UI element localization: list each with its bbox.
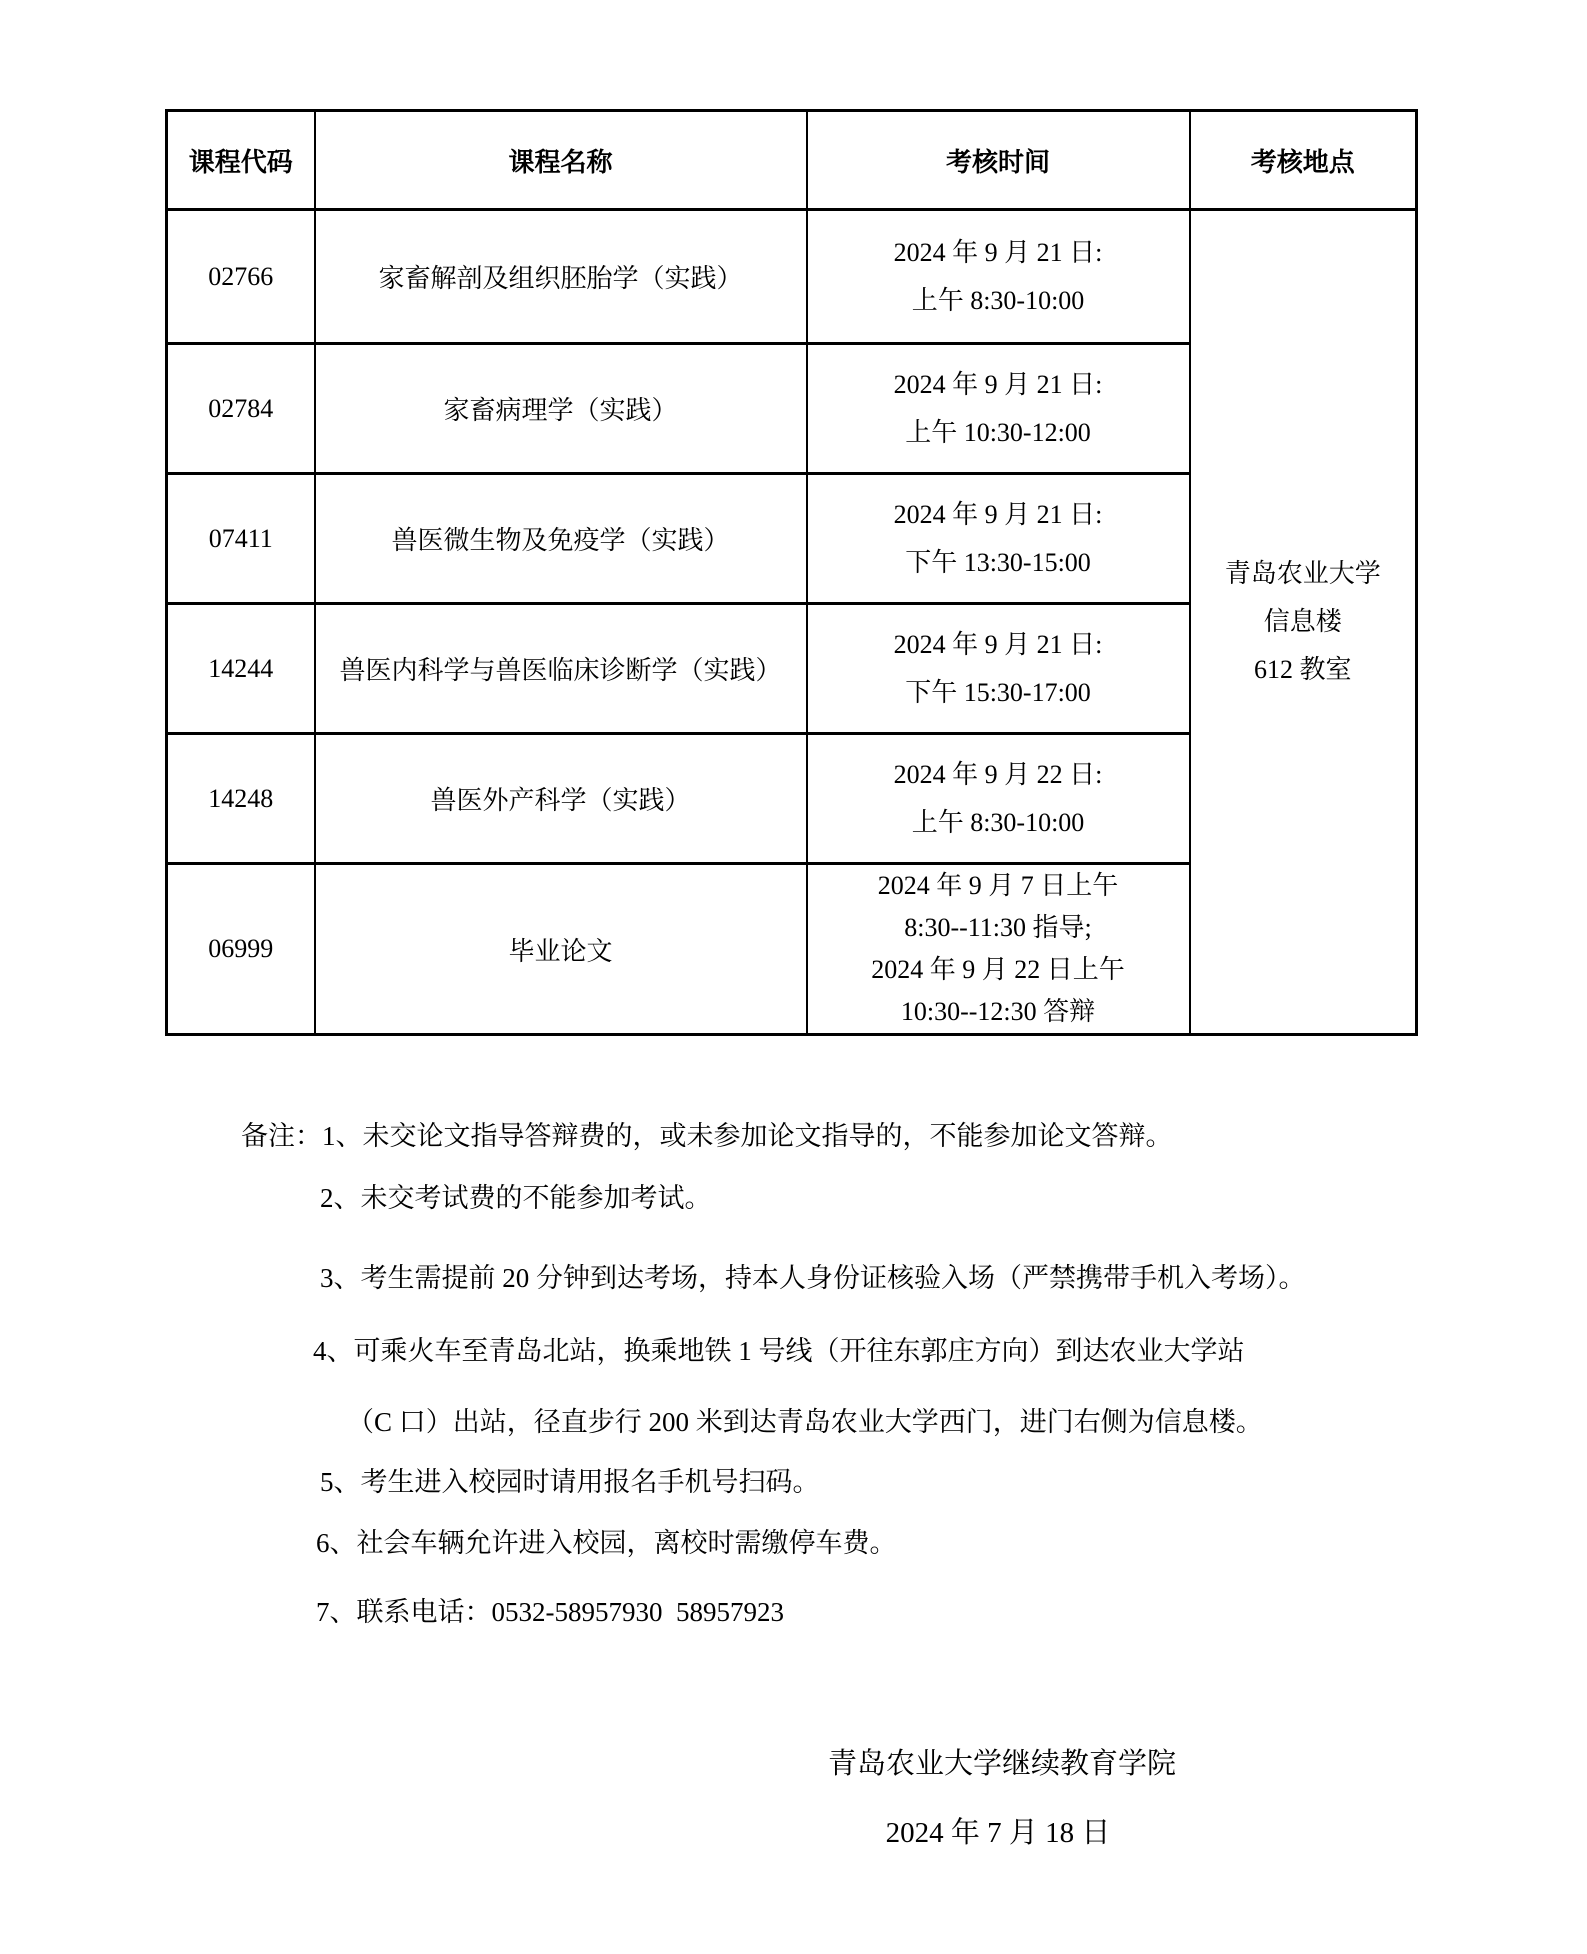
exam-time-line: 下午 15:30-17:00 <box>905 677 1091 707</box>
col-header-exam-location: 考核地点 <box>1190 111 1417 210</box>
course-name: 毕业论文 <box>315 864 807 1035</box>
exam-location-cell <box>1190 210 1417 1035</box>
table-row <box>167 210 1417 344</box>
exam-time-line: 上午 8:30-10:00 <box>911 285 1085 315</box>
note-line-1 <box>241 1119 1173 1153</box>
exam-time-line: 2024 年 9 月 22 日: <box>893 759 1103 789</box>
exam-time-line: 2024 年 9 月 22 日上午 <box>871 955 1125 984</box>
course-name: 家畜病理学（实践） <box>315 344 807 474</box>
course-name: 兽医内科学与兽医临床诊断学（实践） <box>315 604 807 734</box>
col-header-course-code: 课程代码 <box>167 111 315 210</box>
footer-organization: 青岛农业大学继续教育学院 <box>827 1748 1177 1780</box>
note-line-7: 7、联系电话：0532-58957930 58957923 <box>316 1597 784 1627</box>
exam-time-cell <box>807 604 1190 734</box>
course-code: 06999 <box>167 864 315 1035</box>
note-line-4: 4、可乘火车至青岛北站，换乘地铁 1 号线（开往东郭庄方向）到达农业大学站 <box>313 1336 1245 1366</box>
exam-time-cell <box>807 344 1190 474</box>
exam-time-cell <box>807 734 1190 864</box>
exam-time-cell <box>807 864 1190 1035</box>
note-line-4b: （C 口）出站，径直步行 200 米到达青岛农业大学西门，进门右侧为信息楼。 <box>347 1407 1263 1437</box>
course-code: 14244 <box>167 604 315 734</box>
course-code: 14248 <box>167 734 315 864</box>
exam-time-line: 2024 年 9 月 21 日: <box>893 369 1103 399</box>
table-header-row <box>167 111 1417 210</box>
exam-time-line: 2024 年 9 月 7 日上午 <box>877 871 1119 900</box>
col-header-exam-time: 考核时间 <box>807 111 1190 210</box>
note-line-2: 2、未交考试费的不能参加考试。 <box>320 1183 712 1213</box>
course-code: 02784 <box>167 344 315 474</box>
exam-location-line: 612 教室 <box>1253 655 1352 684</box>
exam-time-cell <box>807 474 1190 604</box>
exam-time-line: 2024 年 9 月 21 日: <box>893 237 1103 267</box>
note-line-5: 5、考生进入校园时请用报名手机号扫码。 <box>320 1467 820 1497</box>
course-code: 07411 <box>167 474 315 604</box>
exam-time-line: 8:30--11:30 指导; <box>904 913 1092 942</box>
note-text: 1、未交论文指导答辩费的，或未参加论文指导的，不能参加论文答辩。 <box>322 1121 1173 1151</box>
col-header-course-name: 课程名称 <box>315 111 807 210</box>
exam-location-line: 信息楼 <box>1263 607 1342 636</box>
note-line-3: 3、考生需提前 20 分钟到达考场，持本人身份证核验入场（严禁携带手机入考场）。 <box>320 1263 1306 1293</box>
exam-time-line: 下午 13:30-15:00 <box>905 547 1091 577</box>
exam-time-line: 2024 年 9 月 21 日: <box>893 499 1103 529</box>
exam-schedule-table <box>165 109 1418 1036</box>
exam-time-line: 2024 年 9 月 21 日: <box>893 629 1103 659</box>
exam-location-line: 青岛农业大学 <box>1224 559 1381 588</box>
course-code: 02766 <box>167 210 315 344</box>
course-name: 兽医微生物及免疫学（实践） <box>315 474 807 604</box>
notes-label: 备注： <box>241 1121 322 1151</box>
exam-time-cell <box>807 210 1190 344</box>
course-name: 兽医外产科学（实践） <box>315 734 807 864</box>
exam-time-line: 10:30--12:30 答辩 <box>900 997 1096 1026</box>
exam-time-line: 上午 8:30-10:00 <box>911 807 1085 837</box>
exam-time-line: 上午 10:30-12:00 <box>905 417 1091 447</box>
footer-date: 2024 年 7 月 18 日 <box>885 1817 1111 1849</box>
course-name: 家畜解剖及组织胚胎学（实践） <box>315 210 807 344</box>
note-line-6: 6、社会车辆允许进入校园，离校时需缴停车费。 <box>316 1528 897 1558</box>
